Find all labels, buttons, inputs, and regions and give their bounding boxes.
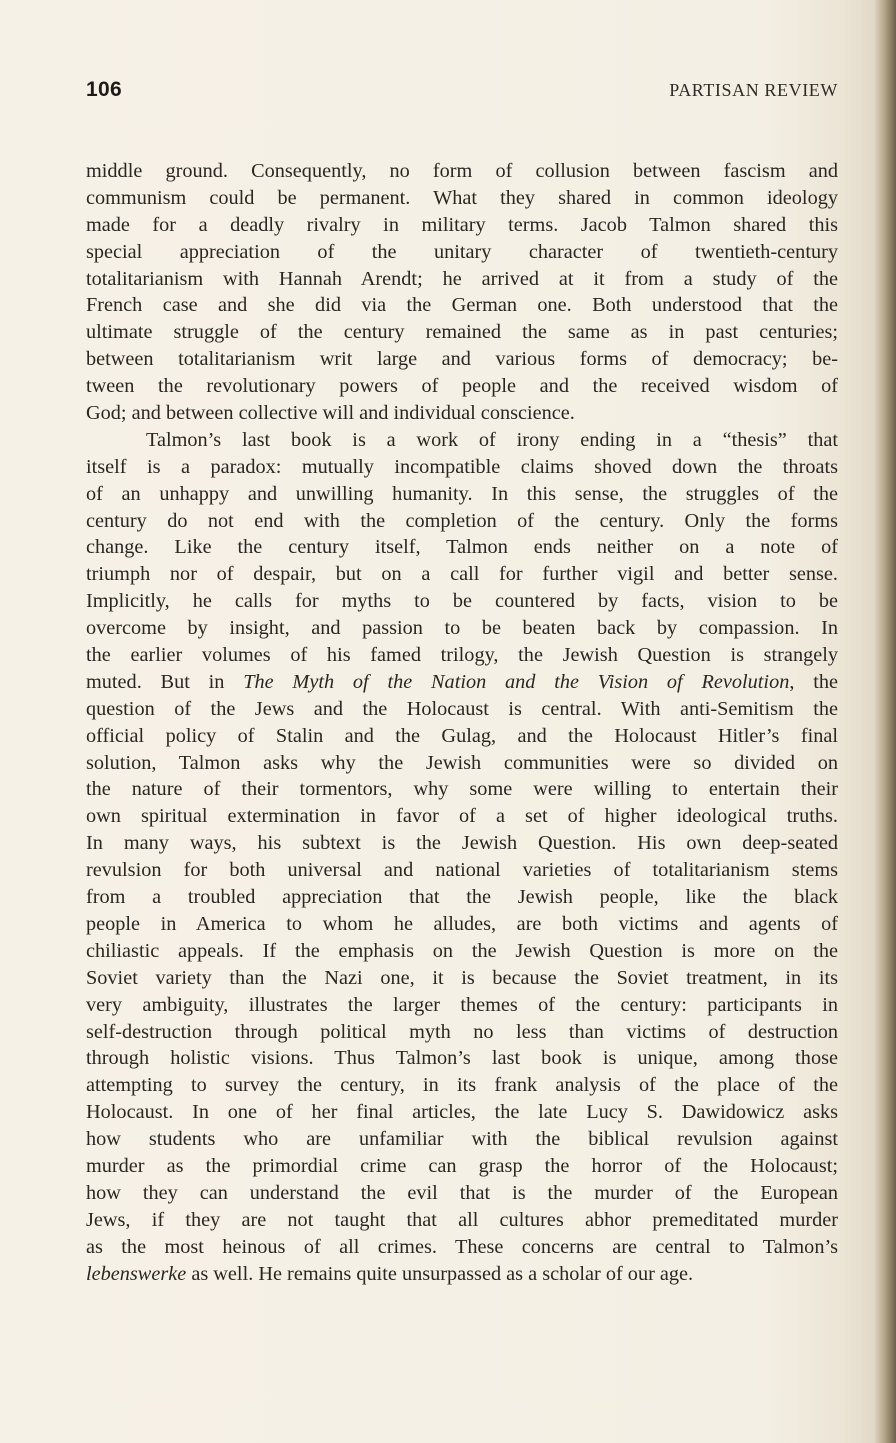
text-line: tween the revolutionary powers of people and the received wisdom of bbox=[86, 375, 838, 398]
text-line: communism could be permanent. What they shared in common ideology bbox=[86, 186, 838, 209]
running-head: PARTISAN REVIEW bbox=[669, 80, 838, 100]
text-line: through holistic visions. Thus Talmon’s last book is unique, among those bbox=[86, 1047, 838, 1070]
text-line: totalitarianism with Hannah Arendt; he arrived at it from a study of the bbox=[86, 267, 838, 290]
text-line: people in America to whom he alludes, are both victims and agents of bbox=[86, 912, 838, 935]
text-line-with-term bbox=[86, 1261, 838, 1288]
text-line: very ambiguity, illustrates the larger themes of the century: participants in bbox=[86, 993, 838, 1016]
text-line-with-title bbox=[86, 669, 838, 696]
text-line: of an unhappy and unwilling humanity. In this sense, the struggles of the bbox=[86, 482, 838, 505]
text-line: middle ground. Consequently, no form of collusion between fascism and bbox=[86, 160, 838, 182]
text-line: Jews, if they are not taught that all cultures abhor premeditated murder bbox=[86, 1208, 838, 1231]
text-line: between totalitarianism writ large and various forms of democracy; be- bbox=[86, 348, 838, 371]
text-line: attempting to survey the century, in its frank analysis of the place of the bbox=[86, 1074, 838, 1097]
text-line: how students who are unfamiliar with the biblical revulsion against bbox=[86, 1128, 838, 1151]
text-line: God; and between collective will and individual conscience. bbox=[86, 402, 575, 425]
text-fragment: muted. But in bbox=[86, 670, 244, 693]
text-line: change. Like the century itself, Talmon ends neither on a note of bbox=[86, 536, 838, 559]
page-number: 106 bbox=[86, 78, 122, 101]
text-line: murder as the primordial crime can grasp the horror of the Holocaust; bbox=[86, 1154, 838, 1177]
text-line: official policy of Stalin and the Gulag, and the Holocaust Hitler’s final bbox=[86, 724, 838, 747]
body-text bbox=[86, 158, 838, 1287]
text-line: Holocaust. In one of her final articles, the late Lucy S. Dawidowicz asks bbox=[86, 1101, 838, 1124]
text-line: the earlier volumes of his famed trilogy, the Jewish Question is strangely bbox=[86, 644, 838, 667]
text-line: century do not end with the completion of the century. Only the forms bbox=[86, 509, 838, 532]
text-line: self-destruction through political myth no less than victims of destruction bbox=[86, 1020, 838, 1043]
text-line: Talmon’s last book is a work of irony ending in a “thesis” that bbox=[146, 428, 838, 451]
text-line: the nature of their tormentors, why some were willing to entertain their bbox=[86, 778, 838, 801]
page-header bbox=[86, 78, 838, 112]
text-line: Soviet variety than the Nazi one, it is because the Soviet treatment, in its bbox=[86, 966, 838, 989]
text-line: French case and she did via the German one. Both understood that the bbox=[86, 294, 838, 317]
text-line: itself is a paradox: mutually incompatible claims shoved down the throats bbox=[86, 455, 838, 478]
book-title: The Myth of the Nation and the Vision of Revolution bbox=[243, 670, 790, 693]
text-line: revulsion for both universal and national varieties of totalitarianism stems bbox=[86, 859, 838, 882]
text-line: as the most heinous of all crimes. These concerns are central to Talmon’s bbox=[86, 1235, 838, 1258]
text-line: ultimate struggle of the century remained the same as in past centuries; bbox=[86, 321, 838, 344]
text-fragment: as well. He remains quite unsurpassed as a scholar of our age. bbox=[186, 1262, 694, 1285]
text-line: solution, Talmon asks why the Jewish communities were so divided on bbox=[86, 751, 838, 774]
text-line: made for a deadly rivalry in military terms. Jacob Talmon shared this bbox=[86, 213, 838, 236]
text-line: chiliastic appeals. If the emphasis on the Jewish Question is more on the bbox=[86, 939, 838, 962]
text-line: special appreciation of the unitary character of twentieth-century bbox=[86, 240, 838, 263]
italic-term: lebenswerke bbox=[86, 1262, 187, 1285]
text-line: how they can understand the evil that is the murder of the European bbox=[86, 1181, 838, 1204]
text-line: question of the Jews and the Holocaust is central. With anti-Semitism the bbox=[86, 697, 838, 720]
text-line: In many ways, his subtext is the Jewish Question. His own deep-seated bbox=[86, 832, 838, 855]
text-fragment: , the bbox=[789, 670, 838, 693]
text-line: triumph nor of despair, but on a call for further vigil and better sense. bbox=[86, 563, 838, 586]
text-line: from a troubled appreciation that the Jewish people, like the black bbox=[86, 886, 838, 909]
text-line: Implicitly, he calls for myths to be countered by facts, vision to be bbox=[86, 590, 838, 613]
page-edge-shadow bbox=[874, 0, 896, 1443]
text-line: overcome by insight, and passion to be beaten back by compassion. In bbox=[86, 617, 838, 640]
text-line: own spiritual extermination in favor of a set of higher ideological truths. bbox=[86, 805, 838, 828]
